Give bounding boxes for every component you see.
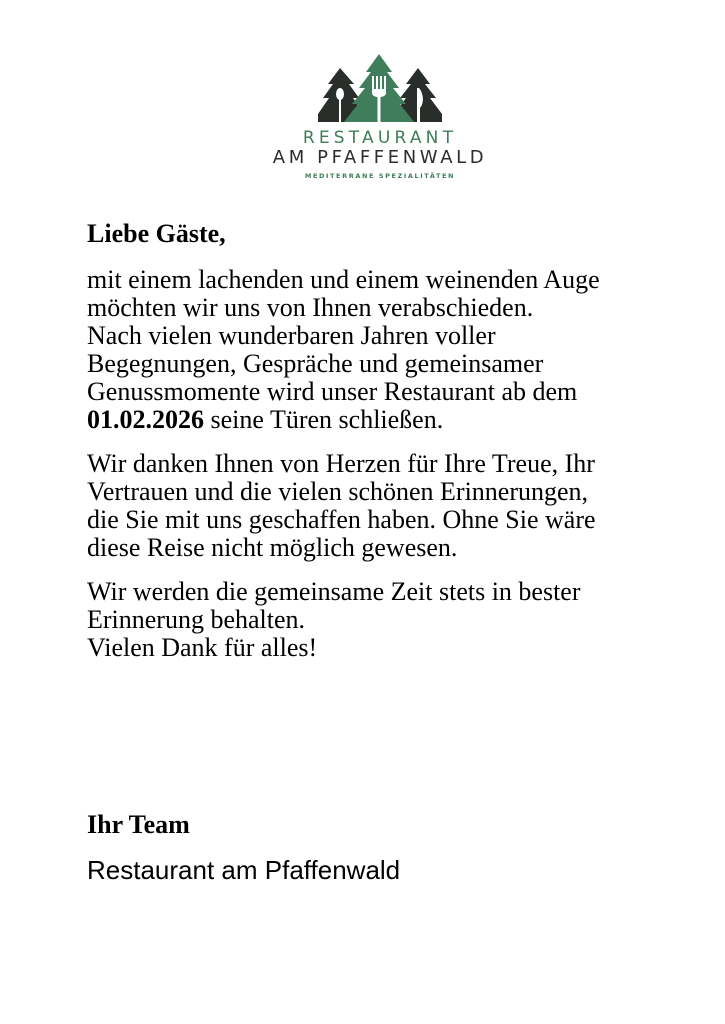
text-line: Wir danken Ihnen von Herzen für Ihre Treue, Ihr bbox=[87, 449, 595, 478]
text-line: Vielen Dank für alles! bbox=[87, 633, 318, 662]
closing-date: 01.02.2026 bbox=[87, 405, 204, 434]
text-line: Genussmomente wird unser Restaurant ab dem bbox=[87, 377, 578, 406]
tree-fork-icon bbox=[344, 54, 414, 122]
text-line: Wir werden die gemeinsame Zeit stets in bester bbox=[87, 577, 581, 606]
text-line: möchten wir uns von Ihnen verabschieden. bbox=[87, 293, 534, 322]
text-line: Vertrauen und die vielen schönen Erinnerungen, bbox=[87, 477, 589, 506]
text-line: Nach vielen wunderbaren Jahren voller bbox=[87, 321, 496, 350]
logo-name-line2: AM PFAFFENWALD bbox=[272, 147, 488, 168]
text-line: mit einem lachenden und einem weinenden Auge bbox=[87, 265, 600, 294]
text-line: Begegnungen, Gespräche und gemeinsamer bbox=[87, 349, 544, 378]
paragraph-farewell bbox=[87, 266, 687, 434]
signoff: Ihr Team bbox=[87, 810, 190, 839]
letter-body bbox=[87, 220, 687, 678]
restaurant-logo bbox=[0, 0, 725, 190]
signature-name: Restaurant am Pfaffenwald bbox=[87, 855, 401, 885]
text-line: Erinnerung behalten. bbox=[87, 605, 306, 634]
logo-tagline: MEDITERRANE SPEZIALITÄTEN bbox=[304, 172, 456, 180]
text-line: die Sie mit uns geschaffen haben. Ohne Sie wäre bbox=[87, 505, 596, 534]
paragraph-memories bbox=[87, 578, 687, 662]
logo-trees-icon bbox=[316, 52, 444, 124]
paragraph-thanks bbox=[87, 450, 687, 562]
closing-date-suffix: seine Türen schließen. bbox=[204, 405, 444, 434]
logo-name-line1: RESTAURANT bbox=[302, 128, 458, 148]
greeting: Liebe Gäste, bbox=[87, 219, 226, 248]
text-line: diese Reise nicht möglich gewesen. bbox=[87, 533, 458, 562]
text-line-closing-date bbox=[87, 406, 687, 434]
